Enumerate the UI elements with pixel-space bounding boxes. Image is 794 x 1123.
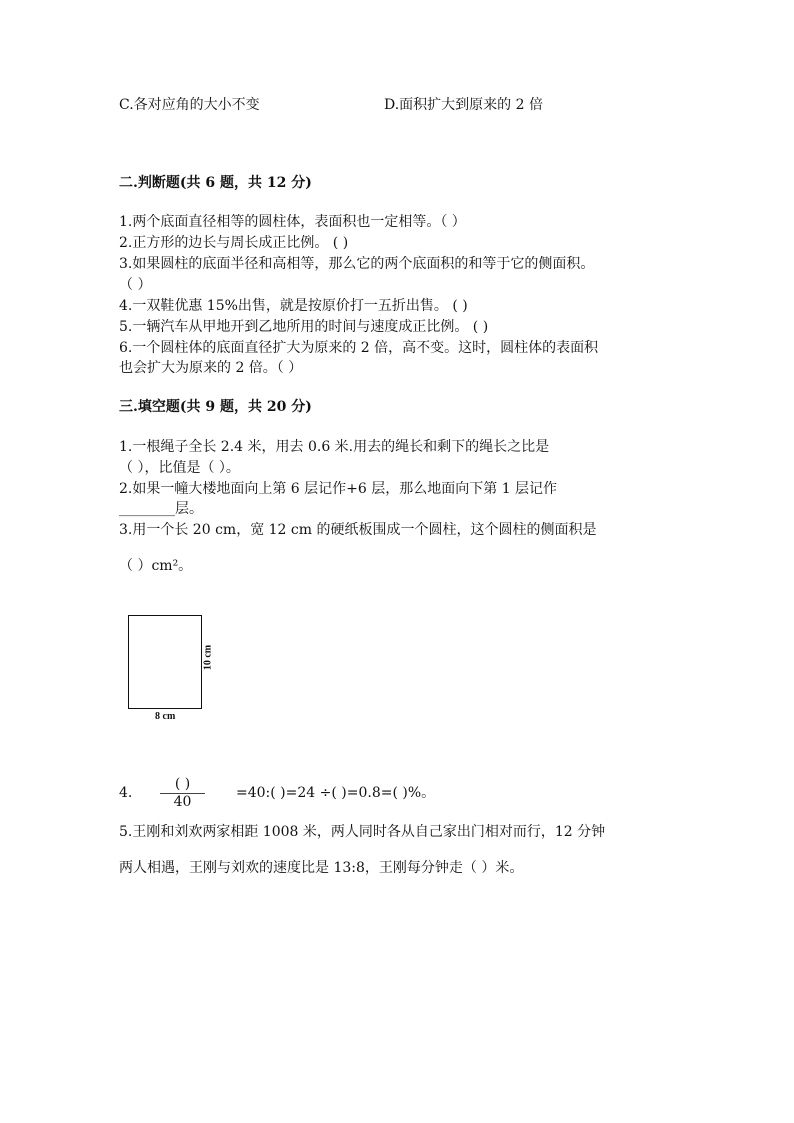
figure-height-label: 10 cm bbox=[202, 644, 214, 671]
fill-q4-number: 4. bbox=[119, 785, 133, 801]
judgement-line-4: 4.一双鞋优惠 15%出售，就是按原价打一五折出售。 ( ) bbox=[119, 298, 468, 314]
choice-c: C.各对应角的大小不变 bbox=[119, 97, 260, 113]
fill-q4-equation: =40:( )=24 ÷( )=0.8=( )%。 bbox=[236, 785, 436, 801]
judgement-line-5: 5.一辆汽车从甲地开到乙地所用的时间与速度成正比例。 ( ) bbox=[119, 319, 489, 335]
fill-q2-line1: 2.如果一幢大楼地面向上第 6 层记作+6 层，那么地面向下第 1 层记作 bbox=[119, 481, 558, 497]
judgement-line-2: 2.正方形的边长与周长成正比例。 ( ) bbox=[119, 235, 349, 251]
choice-d: D.面积扩大到原来的 2 倍 bbox=[384, 97, 543, 113]
fill-q1-line2: （ ），比值是（ ）。 bbox=[119, 460, 240, 476]
fill-q5-line2: 两人相遇，王刚与刘欢的速度比是 13:8，王刚每分钟走（ ）米。 bbox=[119, 860, 524, 876]
cardboard-rectangle-figure bbox=[128, 615, 202, 709]
judgement-line-6: 6.一个圆柱体的底面直径扩大为原来的 2 倍，高不变。这时，圆柱体的表面积 bbox=[119, 340, 599, 356]
judgement-line-3: 3.如果圆柱的底面半径和高相等，那么它的两个底面积的和等于它的侧面积。 bbox=[119, 256, 595, 272]
fill-q3-line1: 3.用一个长 20 cm，宽 12 cm 的硬纸板围成一个圆柱，这个圆柱的侧面积是 bbox=[119, 522, 597, 538]
judgement-line-6b: 也会扩大为原来的 2 倍。（ ） bbox=[119, 360, 303, 376]
judgement-line-3b: （ ） bbox=[119, 277, 152, 293]
fill-q2-line2: ________层。 bbox=[119, 501, 203, 517]
section-heading-fill: 三.填空题(共 9 题，共 20 分) bbox=[119, 399, 312, 415]
fill-q1-line1: 1.一根绳子全长 2.4 米，用去 0.6 米.用去的绳长和剩下的绳长之比是 bbox=[119, 439, 550, 455]
judgement-line-1: 1.两个底面直径相等的圆柱体，表面积也一定相等。（ ） bbox=[119, 214, 466, 230]
fraction-blank-over-40 bbox=[160, 776, 205, 809]
section-heading-judgement: 二.判断题(共 6 题，共 12 分) bbox=[119, 175, 312, 191]
fill-q5-line1: 5.王刚和刘欢两家相距 1008 米，两人同时各从自己家出门相对而行，12 分钟 bbox=[119, 824, 606, 840]
figure-width-label: 8 cm bbox=[155, 711, 176, 722]
fraction-numerator: ( ) bbox=[174, 776, 191, 792]
fraction-denominator: 40 bbox=[173, 794, 192, 810]
fill-q3-line2: （ ）cm²。 bbox=[119, 558, 193, 574]
